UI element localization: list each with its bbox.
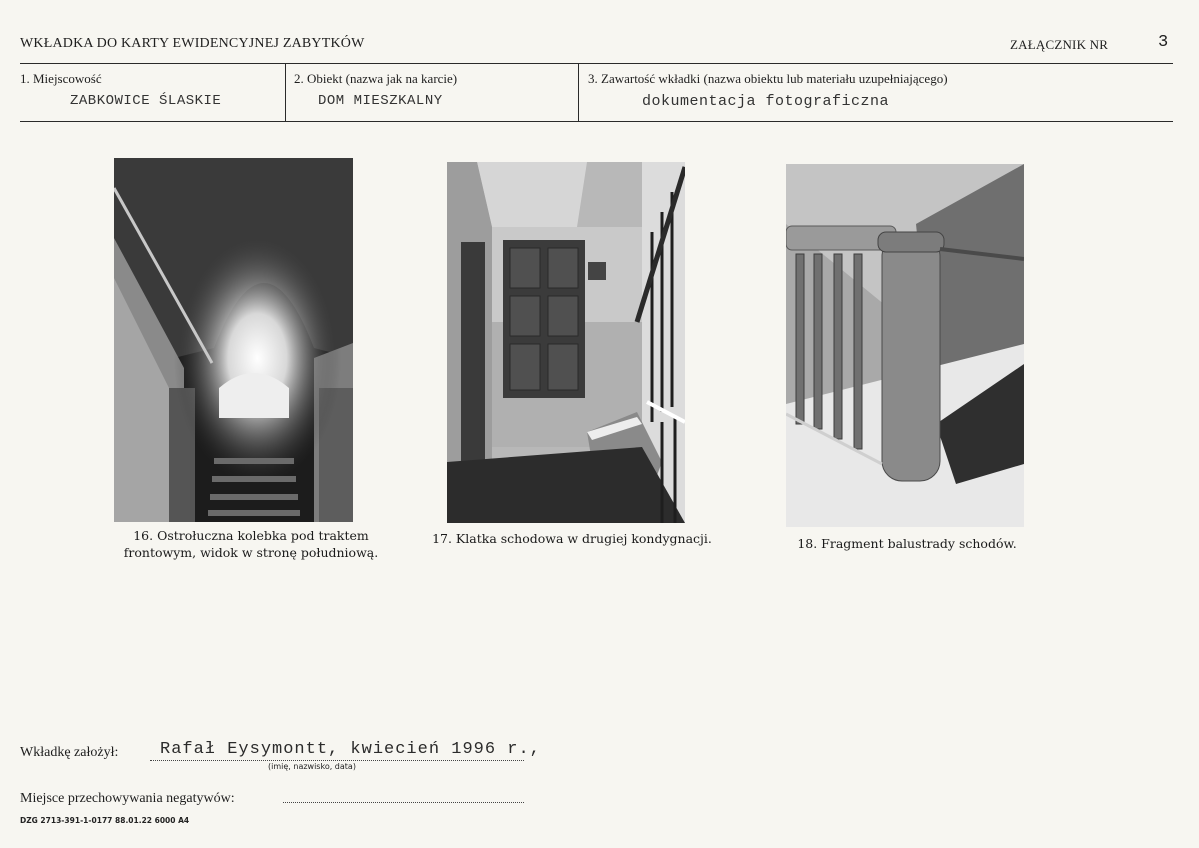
author-value: Rafał Eysymontt, kwiecień 1996 r., <box>160 740 541 759</box>
photo-vaulted-passage <box>114 158 353 522</box>
object-label: 2. Obiekt (nazwa jak na karcie) <box>294 71 458 86</box>
locality-value: ZABKOWICE ŚLASKIE <box>70 93 222 109</box>
photo-caption-17 <box>420 530 724 547</box>
contents-value: dokumentacja fotograficzna <box>642 93 890 110</box>
print-code: DZG 2713-391-1-0177 88.01.22 6000 A4 <box>20 816 190 825</box>
caption-16-line2: frontowym, widok w stronę południową. <box>123 545 379 560</box>
caption-16-line1: 16. Ostrołuczna kolebka pod traktem <box>133 528 369 543</box>
header-bottom-rule <box>20 121 1173 122</box>
storage-label: Miejsce przechowywania negatywów: <box>20 791 235 806</box>
photo-staircase <box>447 162 685 523</box>
caption-18-line1: 18. Fragment balustrady schodów. <box>797 536 1017 551</box>
author-label: Wkładkę założył: <box>20 745 119 760</box>
photo-balustrade <box>786 164 1024 527</box>
author-hint: (imię, nazwisko, data) <box>268 762 356 771</box>
contents-label: 3. Zawartość wkładki (nazwa obiektu lub materiału uzupełniającego) <box>588 71 948 86</box>
photo-caption-18 <box>780 535 1034 552</box>
author-dotted-line <box>150 760 524 761</box>
caption-17-line1: 17. Klatka schodowa w drugiej kondygnacji. <box>432 531 712 546</box>
storage-dotted-line <box>283 802 524 803</box>
annex-label: ZAŁĄCZNIK NR <box>1010 37 1109 52</box>
document-title: WKŁADKA DO KARTY EWIDENCYJNEJ ZABYTKÓW <box>20 36 365 51</box>
annex-number: 3 <box>1158 33 1169 52</box>
locality-label: 1. Miejscowość <box>20 71 102 86</box>
photo-caption-16 <box>106 527 396 561</box>
header-top-rule <box>20 63 1173 64</box>
object-value: DOM MIESZKALNY <box>318 93 443 109</box>
field-divider-2 <box>578 64 579 121</box>
field-divider-1 <box>285 64 286 121</box>
